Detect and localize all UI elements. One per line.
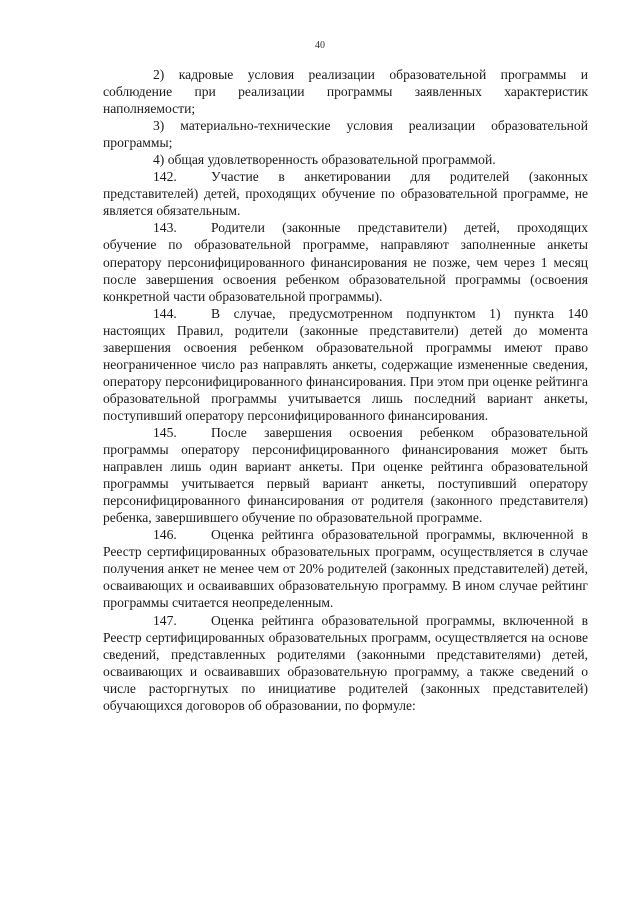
page-number: 40: [315, 40, 325, 51]
clause-text: Участие в анкетировании для родителей (законных представителей) детей, проходящих обучение по образовательной программе, не является обязательным.: [103, 169, 588, 219]
clause-144: [103, 305, 588, 424]
clause-text: Родители (законные представители) детей, проходящих обучение по образовательной программе, направляют заполненные анкеты оператору персонифицированного финансирования не позже, чем через 1 месяц после завершения освоения ребенком образовательной программы (освоения конкретной части образовательной программы).: [103, 220, 588, 304]
clause-142: [103, 168, 588, 219]
clause-145: [103, 424, 588, 526]
clause-text: Оценка рейтинга образовательной программы, включенной в Реестр сертифицированных образовательных программ, осуществляется в случае получения анкет не менее чем от 20% родителей (законных представителей) детей, осваивающих и осваивавших образовательную программу. В ином случае рейтинг программы считается неопределенным.: [103, 527, 588, 611]
paragraph-text: 2) кадровые условия реализации образовательной программы и соблюдение при реализации программы заявленных характеристик наполняемости;: [103, 67, 588, 117]
paragraph-item-3: [103, 117, 588, 151]
clause-number: 144.: [153, 305, 177, 321]
clause-number: 145.: [153, 424, 177, 440]
clause-number: 146.: [153, 527, 177, 543]
paragraph-text: 4) общая удовлетворенность образовательной программой.: [153, 152, 496, 168]
paragraph-item-4: [103, 151, 588, 168]
clause-text: В случае, предусмотренном подпунктом 1) пункта 140 настоящих Правил, родители (законные представители) детей до момента завершения освоения ребенком образовательной программы имеют право неограниченное число раз направлять анкеты, содержащие измененные сведения, оператору персонифицированного финансирования. При этом при оценке рейтинга образовательной программы учитывается лишь последний вариант анкеты, поступивший оператору персонифицированного финансирования.: [103, 305, 588, 423]
clause-number: 142.: [153, 169, 177, 185]
paragraph-item-2: [103, 66, 588, 117]
clause-number: 143.: [153, 220, 177, 236]
paragraph-text: 3) материально-технические условия реализации образовательной программы;: [103, 118, 588, 151]
clause-143: [103, 219, 588, 304]
clause-text: Оценка рейтинга образовательной программы, включенной в Реестр сертифицированных образовательных программ, осуществляется на основе сведений, представленных родителями (законными представителями) детей, осваивающих и осваивавших образовательную программу, а также сведений о числе расторгнутых по инициативе родителей (законных представителей) обучающихся договоров об образовании, по формуле:: [103, 612, 588, 713]
clause-text: После завершения освоения ребенком образовательной программы оператору персонифицированного финансирования может быть направлен лишь один вариант анкеты. При оценке рейтинга образовательной программы учитывается первый вариант анкеты, поступивший оператору персонифицированного финансирования от родителя (законного представителя) ребенка, завершившего обучение по образовательной программе.: [103, 424, 588, 526]
clause-number: 147.: [153, 612, 177, 628]
clause-146: [103, 526, 588, 611]
document-body: [103, 66, 588, 714]
clause-147: [103, 612, 588, 714]
